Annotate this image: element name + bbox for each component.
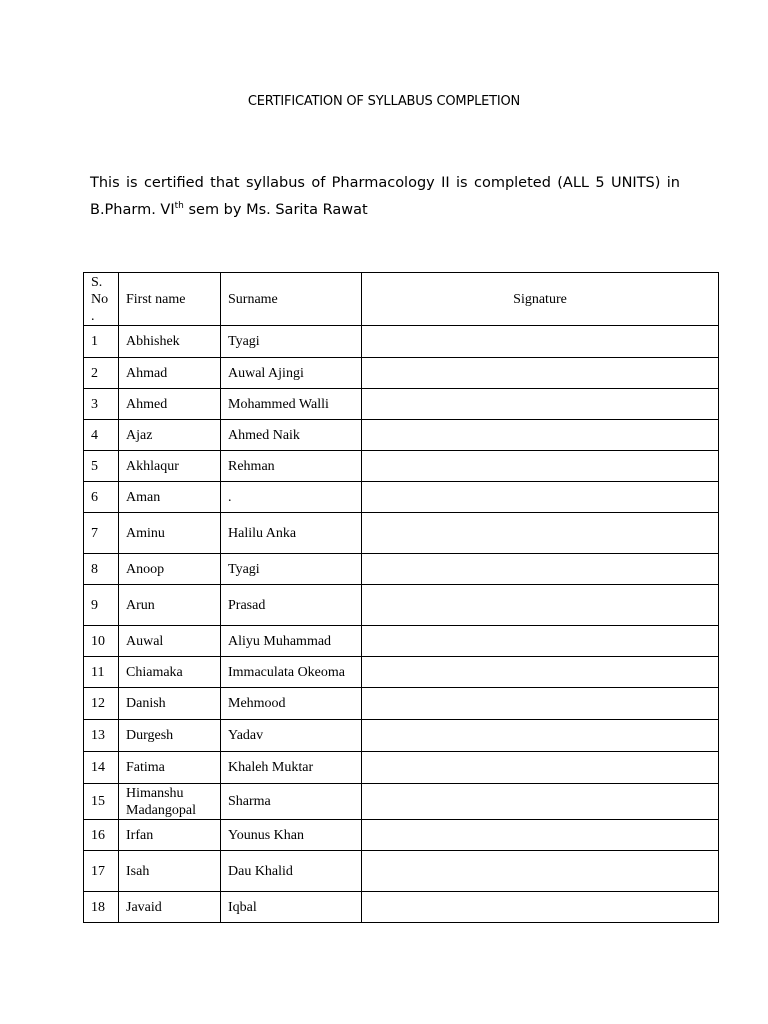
table-row: [84, 585, 719, 626]
table-row: [84, 688, 719, 720]
serial-number-cell: 17: [84, 851, 119, 892]
signature-cell[interactable]: [362, 554, 719, 585]
statement-superscript: th: [174, 201, 184, 212]
serial-number-cell: 7: [84, 513, 119, 554]
table-row: [84, 626, 719, 657]
first-name-cell: Javaid: [119, 892, 221, 923]
header-signature: Signature: [362, 273, 719, 326]
student-table-body: [84, 273, 719, 923]
surname-cell: Mehmood: [221, 688, 362, 720]
signature-cell[interactable]: [362, 784, 719, 820]
surname-cell: Younus Khan: [221, 820, 362, 851]
signature-cell[interactable]: [362, 420, 719, 451]
signature-cell[interactable]: [362, 752, 719, 784]
surname-cell: Tyagi: [221, 554, 362, 585]
table-row: [84, 420, 719, 451]
surname-cell: Immaculata Okeoma: [221, 657, 362, 688]
first-name-cell: Ajaz: [119, 420, 221, 451]
table-row: [84, 358, 719, 389]
serial-number-cell: 5: [84, 451, 119, 482]
table-row: [84, 451, 719, 482]
first-name-cell: Danish: [119, 688, 221, 720]
table-row: [84, 657, 719, 688]
table-row: [84, 554, 719, 585]
serial-number-cell: 18: [84, 892, 119, 923]
first-name-cell: Chiamaka: [119, 657, 221, 688]
serial-number-cell: 8: [84, 554, 119, 585]
surname-cell: Mohammed Walli: [221, 389, 362, 420]
signature-cell[interactable]: [362, 688, 719, 720]
table-row: [84, 851, 719, 892]
serial-number-cell: 4: [84, 420, 119, 451]
table-row: [84, 720, 719, 752]
signature-cell[interactable]: [362, 358, 719, 389]
table-row: [84, 784, 719, 820]
signature-cell[interactable]: [362, 389, 719, 420]
surname-cell: Dau Khalid: [221, 851, 362, 892]
table-row: [84, 513, 719, 554]
serial-number-cell: 1: [84, 326, 119, 358]
first-name-cell: Abhishek: [119, 326, 221, 358]
first-name-cell: Auwal: [119, 626, 221, 657]
first-name-cell: Fatima: [119, 752, 221, 784]
first-name-cell: [119, 784, 221, 820]
first-name-cell: Isah: [119, 851, 221, 892]
student-table: [83, 272, 719, 923]
surname-cell: Tyagi: [221, 326, 362, 358]
surname-cell: Sharma: [221, 784, 362, 820]
surname-cell: Auwal Ajingi: [221, 358, 362, 389]
surname-cell: Prasad: [221, 585, 362, 626]
first-name-cell: Irfan: [119, 820, 221, 851]
signature-cell[interactable]: [362, 451, 719, 482]
statement-text-after: sem by Ms. Sarita Rawat: [183, 202, 368, 218]
table-header-row: [84, 273, 719, 326]
signature-cell[interactable]: [362, 626, 719, 657]
certification-statement: [90, 170, 680, 224]
table-row: [84, 389, 719, 420]
header-sno-line3: .: [91, 308, 95, 324]
signature-cell[interactable]: [362, 851, 719, 892]
document-title: CERTIFICATION OF SYLLABUS COMPLETION: [247, 94, 521, 109]
serial-number-cell: 3: [84, 389, 119, 420]
serial-number-cell: 13: [84, 720, 119, 752]
first-name-cell: Aminu: [119, 513, 221, 554]
signature-cell[interactable]: [362, 892, 719, 923]
serial-number-cell: 15: [84, 784, 119, 820]
table-row: [84, 752, 719, 784]
first-name-cell: Akhlaqur: [119, 451, 221, 482]
first-name-cell: Aman: [119, 482, 221, 513]
header-first-name: First name: [119, 273, 221, 326]
surname-cell: Khaleh Muktar: [221, 752, 362, 784]
surname-cell: Ahmed Naik: [221, 420, 362, 451]
surname-cell: .: [221, 482, 362, 513]
serial-number-cell: 12: [84, 688, 119, 720]
first-name-cell: Anoop: [119, 554, 221, 585]
serial-number-cell: 11: [84, 657, 119, 688]
table-row: [84, 892, 719, 923]
table-row: [84, 482, 719, 513]
serial-number-cell: 2: [84, 358, 119, 389]
first-name-cell: Ahmad: [119, 358, 221, 389]
surname-cell: Aliyu Muhammad: [221, 626, 362, 657]
first-name-cell: Ahmed: [119, 389, 221, 420]
serial-number-cell: 6: [84, 482, 119, 513]
serial-number-cell: 9: [84, 585, 119, 626]
serial-number-cell: 10: [84, 626, 119, 657]
statement-text: This is certified that syllabus of Pharmacology II is completed (ALL 5 UNITS) in B.Pharm. VI: [90, 175, 680, 218]
serial-number-cell: 14: [84, 752, 119, 784]
signature-cell[interactable]: [362, 326, 719, 358]
table-row: [84, 820, 719, 851]
header-surname: Surname: [221, 273, 362, 326]
signature-cell[interactable]: [362, 820, 719, 851]
surname-cell: Iqbal: [221, 892, 362, 923]
signature-cell[interactable]: [362, 513, 719, 554]
first-name-cell: Arun: [119, 585, 221, 626]
table-row: [84, 326, 719, 358]
header-serial-number: [84, 273, 119, 326]
first-name-line2: Madangopal: [126, 802, 196, 818]
surname-cell: Yadav: [221, 720, 362, 752]
signature-cell[interactable]: [362, 720, 719, 752]
first-name-line1: Himanshu: [126, 785, 184, 801]
signature-cell[interactable]: [362, 585, 719, 626]
surname-cell: Rehman: [221, 451, 362, 482]
signature-cell[interactable]: [362, 482, 719, 513]
first-name-cell: Durgesh: [119, 720, 221, 752]
signature-cell[interactable]: [362, 657, 719, 688]
surname-cell: Halilu Anka: [221, 513, 362, 554]
header-sno-line1: S.: [91, 274, 103, 290]
serial-number-cell: 16: [84, 820, 119, 851]
header-sno-line2: No: [91, 291, 109, 307]
